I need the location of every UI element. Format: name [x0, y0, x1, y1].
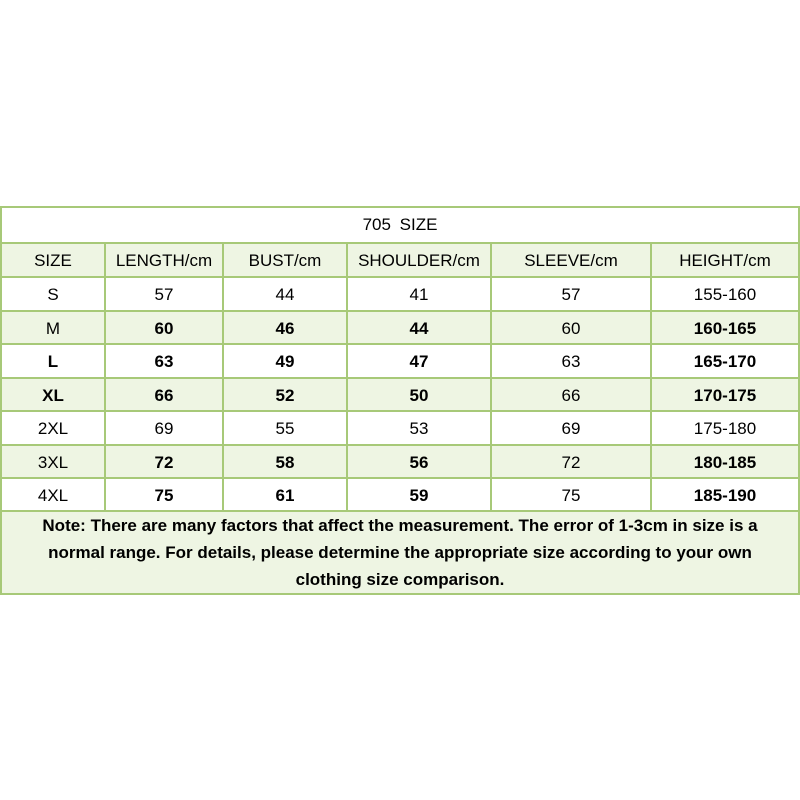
shoulder-cell: 59: [346, 479, 490, 512]
height-cell: 165-170: [650, 345, 798, 379]
sleeve-cell: 60: [490, 312, 650, 345]
table-row: [2, 377, 798, 412]
measurement-note: Note: There are many factors that affect the measurement. The error of 1-3cm in size is a normal range. For details, please determine the appropriate size according to your own clothing size comparison.: [2, 510, 798, 593]
table-row: [2, 444, 798, 479]
shoulder-cell: 50: [346, 379, 490, 412]
table-title: 705 SIZE: [362, 215, 438, 234]
sleeve-cell: 57: [490, 278, 650, 312]
length-cell: 60: [104, 312, 222, 345]
bust-cell: 61: [222, 479, 346, 512]
height-cell: 155-160: [650, 278, 798, 312]
bust-cell: 52: [222, 379, 346, 412]
bust-cell: 46: [222, 312, 346, 345]
length-cell: 63: [104, 345, 222, 379]
size-cell: XL: [42, 385, 64, 405]
size-cell: M: [45, 318, 61, 338]
header-height: HEIGHT/cm: [650, 244, 798, 278]
bust-cell: 44: [222, 278, 346, 312]
length-cell: 72: [104, 446, 222, 479]
shoulder-cell: 41: [346, 278, 490, 312]
header-size: SIZE: [34, 251, 72, 270]
sleeve-cell: 63: [490, 345, 650, 379]
height-cell: 170-175: [650, 379, 798, 412]
size-cell: 4XL: [37, 485, 69, 505]
length-cell: 75: [104, 479, 222, 512]
bust-cell: 49: [222, 345, 346, 379]
header-length: LENGTH/cm: [104, 244, 222, 278]
table-row: [2, 310, 798, 345]
sleeve-cell: 72: [490, 446, 650, 479]
height-cell: 180-185: [650, 446, 798, 479]
sleeve-cell: 66: [490, 379, 650, 412]
height-cell: 185-190: [650, 479, 798, 512]
header-sleeve: SLEEVE/cm: [490, 244, 650, 278]
header-bust: BUST/cm: [222, 244, 346, 278]
height-cell: 175-180: [650, 412, 798, 446]
shoulder-cell: 44: [346, 312, 490, 345]
length-cell: 66: [104, 379, 222, 412]
height-cell: 160-165: [650, 312, 798, 345]
size-cell: 3XL: [37, 452, 69, 472]
length-cell: 69: [104, 412, 222, 446]
sleeve-cell: 69: [490, 412, 650, 446]
shoulder-cell: 56: [346, 446, 490, 479]
table-row: [2, 343, 798, 379]
shoulder-cell: 47: [346, 345, 490, 379]
header-shoulder: SHOULDER/cm: [346, 244, 490, 278]
size-chart-table: [0, 206, 800, 595]
size-cell: L: [47, 352, 59, 371]
table-row: [2, 477, 798, 512]
sleeve-cell: 75: [490, 479, 650, 512]
length-cell: 57: [104, 278, 222, 312]
bust-cell: 55: [222, 412, 346, 446]
header-row: [2, 242, 798, 278]
bust-cell: 58: [222, 446, 346, 479]
table-row: [2, 276, 798, 312]
size-cell: S: [47, 285, 59, 304]
size-cell: 2XL: [37, 419, 69, 438]
table-row: [2, 410, 798, 446]
shoulder-cell: 53: [346, 412, 490, 446]
